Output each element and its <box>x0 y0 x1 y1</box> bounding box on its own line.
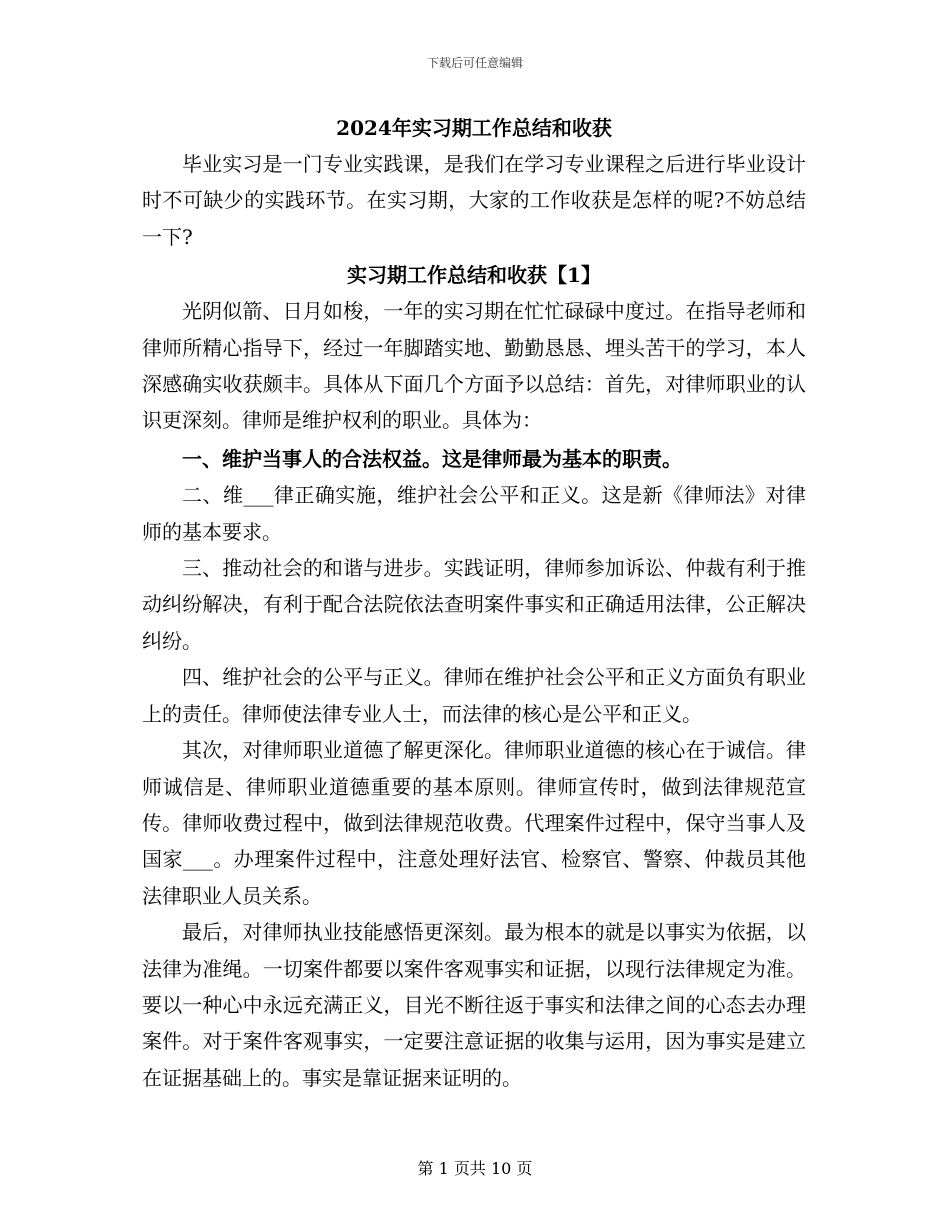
intro-paragraph: 毕业实习是一门专业实践课，是我们在学习专业课程之后进行毕业设计时不可缺少的实践环节。在实习期，大家的工作收获是怎样的呢?不妨总结一下? <box>142 152 806 249</box>
body-paragraph-3: 二、维___律正确实施，维护社会公平和正义。这是新《律师法》对律师的基本要求。 <box>142 483 806 544</box>
body-paragraph-4: 三、推动社会的和谐与进步。实践证明，律师参加诉讼、仲裁有利于推动纠纷解决，有利于配合法院依法查明案件事实和正确适用法律，公正解决纠纷。 <box>142 556 806 653</box>
section-title: 实习期工作总结和收获【1】 <box>347 263 601 288</box>
page-footer: 第 1 页共 10 页 <box>417 1159 533 1178</box>
body-paragraph-2: 一、维护当事人的合法权益。这是律师最为基本的职责。 <box>182 446 682 471</box>
body-paragraph-5: 四、维护社会的公平与正义。律师在维护社会公平和正义方面负有职业上的责任。律师使法律专业人士，而法律的核心是公平和正义。 <box>142 665 806 726</box>
body-paragraph-7: 最后，对律师执业技能感悟更深刻。最为根本的就是以事实为依据，以法律为准绳。一切案件都要以案件客观事实和证据，以现行法律规定为准。要以一种心中永远充满正义，目光不断往返于事实和法律之间的心态去办理案件。对于案件客观事实，一定要注意证据的收集与运用，因为事实是建立在证据基础上的。事实是靠证据来证明的。 <box>142 920 806 1090</box>
body-paragraph-1: 光阴似箭、日月如梭，一年的实习期在忙忙碌碌中度过。在指导老师和律师所精心指导下，经过一年脚踏实地、勤勤恳恳、埋头苦干的学习，本人深感确实收获颇丰。具体从下面几个方面予以总结：首先，对律师职业的认识更深刻。律师是维护权利的职业。具体为： <box>142 299 806 433</box>
body-paragraph-6: 其次，对律师职业道德了解更深化。律师职业道德的核心在于诚信。律师诚信是、律师职业道德重要的基本原则。律师宣传时，做到法律规范宣传。律师收费过程中，做到法律规范收费。代理案件过程中，保守当事人及国家___。办理案件过程中，注意处理好法官、检察官、警察、仲裁员其他法律职业人员关系。 <box>142 738 806 908</box>
header-note: 下载后可任意编辑 <box>426 56 523 70</box>
document-title: 2024年实习期工作总结和收获 <box>336 116 612 140</box>
document-body <box>142 112 806 1096</box>
